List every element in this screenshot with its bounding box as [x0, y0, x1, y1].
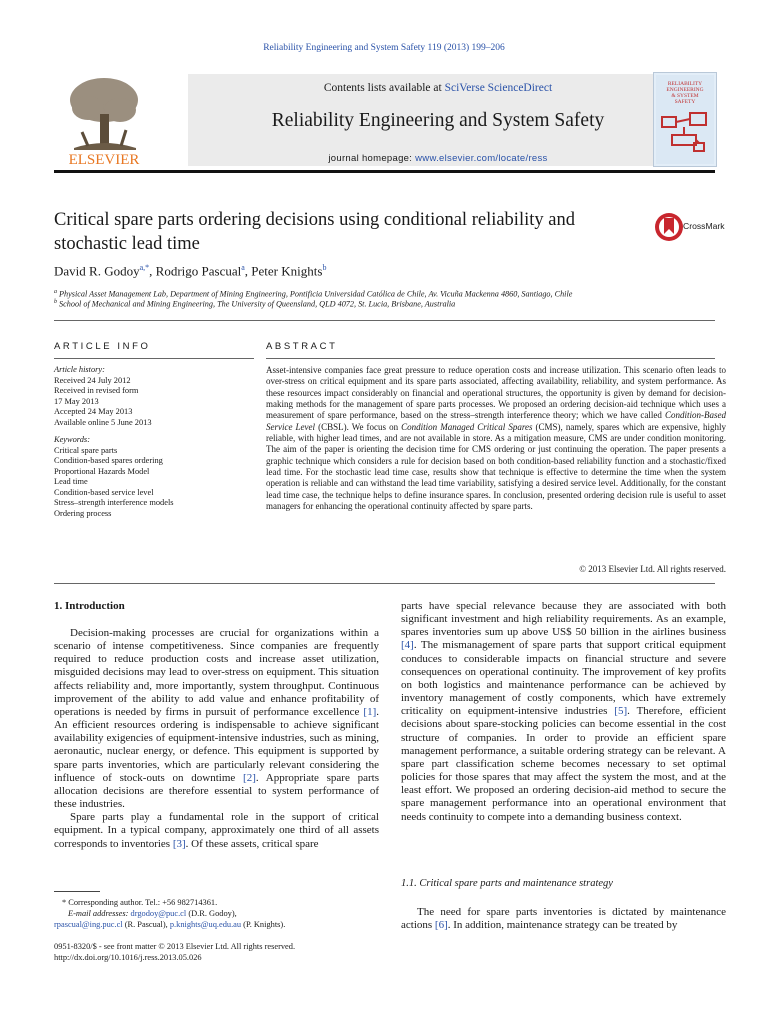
- text-run: (CBSL). We focus on: [315, 421, 402, 432]
- body-column-left: [54, 627, 379, 851]
- journal-header: [54, 70, 715, 170]
- text-run: Asset-intensive companies face great pressure to reduce operation costs and increase utilization. This scenario often leads to over-stress on critical equipment and its spare parts associated, affecting availability, reliability, and system performance. As these resources impact considerably on financial and operational structures, the opportunity is given by demand for decision-making methods for the management of spare parts processes. We proposed an ordering decision-aid technique which uses a measurement of spare performance, based on the stress–strength interference theory; which we have called: [266, 365, 726, 421]
- history-item: 17 May 2013: [54, 396, 99, 406]
- citation-ref[interactable]: [4]: [401, 639, 414, 652]
- crossmark-label: CrossMark: [683, 221, 725, 231]
- divider: [54, 583, 715, 584]
- footnotes: [54, 897, 384, 931]
- homepage-link[interactable]: www.elsevier.com/locate/ress: [415, 153, 548, 164]
- text-run: . Of these assets, critical spare: [185, 837, 319, 850]
- contents-prefix: Contents lists available at: [323, 82, 445, 94]
- abstract-text: [266, 365, 726, 512]
- corresponding-author-note: * Corresponding author. Tel.: +56 982714361.: [62, 898, 218, 907]
- svg-text:RELIABILITY: RELIABILITY: [667, 81, 703, 87]
- author-sup[interactable]: a: [241, 263, 245, 272]
- journal-title[interactable]: Reliability Engineering and System Safety: [271, 110, 605, 131]
- article-info-heading: ARTICLE INFO: [54, 341, 151, 352]
- author-sup[interactable]: b: [322, 263, 327, 272]
- text-run: Condition Managed Critical Spares: [401, 421, 533, 432]
- history-item: Available online 5 June 2013: [54, 417, 152, 427]
- affiliation-sup: a: [54, 289, 57, 295]
- footnote-rule: [54, 891, 100, 892]
- keyword-item: Critical spare parts: [54, 445, 118, 455]
- body-column-right: [401, 600, 726, 824]
- paragraph: [401, 600, 726, 824]
- section-heading: 1. Introduction: [54, 600, 125, 612]
- divider: [54, 358, 254, 359]
- email-label: E-mail addresses:: [68, 909, 131, 919]
- abstract-heading: ABSTRACT: [266, 341, 338, 352]
- issn-line: 0951-8320/$ - see front matter © 2013 Elsevier Ltd. All rights reserved.: [54, 942, 296, 951]
- contents-line: [188, 82, 688, 94]
- citation-ref[interactable]: [1]: [363, 705, 377, 718]
- journal-citation[interactable]: Reliability Engineering and System Safety 119 (2013) 199–206: [263, 43, 505, 53]
- text-run: . Appropriate spare parts allocation decisions are therefore essential to system performance of these industries.: [54, 771, 379, 811]
- article-title: Critical spare parts ordering decisions using conditional reliability and stochastic lead time: [54, 210, 575, 254]
- keyword-item: Condition-based spares ordering: [54, 456, 163, 465]
- header-rule: [54, 170, 715, 173]
- svg-text:SAFETY: SAFETY: [674, 99, 696, 105]
- text-run: Condition-Based Service Level: [266, 410, 726, 432]
- sciencedirect-link[interactable]: SciVerse ScienceDirect: [444, 82, 553, 94]
- publication-info: [54, 941, 384, 963]
- email-link[interactable]: drgodoy@puc.cl: [130, 909, 187, 919]
- email-link[interactable]: p.knights@uq.edu.au: [169, 920, 242, 930]
- text-run: . The mismanagement of spare parts that support critical equipment conduces to considerable impacts on financial structure and severe consequences on operational continuity. The improvement of key profits on both logistics and maintenance performance can be achieved by inventory management of costly components, which have extremely criticality on equipment-intensive industries: [401, 639, 726, 718]
- email-owner: (D.R. Godoy),: [186, 909, 237, 919]
- journal-info-panel: [188, 74, 688, 166]
- keywords-label: Keywords:: [54, 435, 90, 444]
- paragraph: [266, 365, 726, 512]
- article-info: [54, 365, 254, 519]
- text-run: (CMS), namely, spares which are expensive, highly reliable, with higher lead times, and are not available in store. As a mitigation measure, CMS are under condition monitoring. The aim of the paper is orienting the decision time for CMS ordering or just continuing the operation. The paper presents a graphic technique which considers a rule for decision based on both condition-based reliability function and a stochastic/fixed lead time. For the stochastic lead time case, results show that technique is effective to determine the time when the system operation is reliable and can withstand the lead time variability, satisfying a desired service level. Additionally, for the constant lead time case, the technique helps to define insurance spares. In conclusion, presented ordering decision rule is useful to asset managers for enhancing the operational continuity affected by spare parts.: [266, 421, 726, 512]
- doi-link[interactable]: http://dx.doi.org/10.1016/j.ress.2013.05.026: [54, 953, 202, 963]
- text-run: . In addition, maintenance strategy can be treated by: [447, 919, 678, 932]
- crossmark-icon: [654, 212, 684, 242]
- citation-ref[interactable]: [2]: [243, 771, 256, 784]
- affiliation-text: Physical Asset Management Lab, Department of Mining Engineering, Pontificia Universidad Católica de Chile, Av. Vicuña Mackenna 4860, Santiago, Chile: [59, 289, 573, 299]
- publisher-name: ELSEVIER: [68, 152, 140, 168]
- crossmark-badge[interactable]: [654, 212, 754, 242]
- citation-ref[interactable]: [3]: [172, 837, 186, 850]
- elsevier-logo[interactable]: [54, 70, 154, 170]
- author-sup[interactable]: a,*: [139, 263, 150, 272]
- svg-text:ENGINEERING: ENGINEERING: [666, 87, 704, 93]
- text-run: The need for spare parts inventories is dictated by maintenance actions: [401, 906, 726, 932]
- affiliation: [54, 289, 572, 299]
- copyright-notice: © 2013 Elsevier Ltd. All rights reserved.: [579, 564, 726, 574]
- history-label: Article history:: [54, 365, 105, 374]
- keyword-item: Stress–strength interference models: [54, 498, 174, 507]
- homepage-label: journal homepage:: [328, 153, 416, 164]
- homepage-line: [188, 153, 688, 164]
- email-owner: (R. Pascual),: [122, 920, 170, 930]
- author-name[interactable]: David R. Godoy: [54, 263, 140, 279]
- keyword-item: Condition-based service level: [54, 487, 154, 497]
- author-list: David R. Godoy$^{a,*}$, Rodrigo Pascual$^a$, Peter Knights$^b$: [54, 263, 327, 279]
- affiliation-sup: b: [54, 299, 57, 305]
- history-item: Received 24 July 2012: [54, 375, 131, 385]
- email-owner: (P. Knights).: [241, 920, 286, 930]
- author-name[interactable]: Peter Knights: [251, 263, 323, 279]
- keyword-list: [54, 446, 254, 520]
- journal-cover-thumbnail[interactable]: [653, 72, 717, 167]
- text-run: . An efficient resources ordering is indispensable to achieve significant availability exigencies of equipment-intensive industries, such as mining, aeronautic, nuclear energy, or defence. This equipment is supported by spare parts inventories, which are particularly relevant considering the influence of stock-outs on downtime: [54, 705, 379, 784]
- paragraph: [54, 627, 379, 811]
- text-run: parts have special relevance because they are associated with both significant investment and high reliability requirements. As an example, spares inventories sum up above US$ 50 billion in the airlines business: [401, 600, 726, 639]
- text-run: Decision-making processes are crucial for organizations within a scenario of intense competitiveness. Since companies are frequently required to reduce production costs and increase asset utilization, misguided decisions may lead to over-stress on equipment. This situation affects reliability and, more importantly, system throughput. Continuous improvement of the ability to add value and enhance profitability of operations is needed by firms in pursuit of performance excellence: [54, 627, 379, 718]
- subsection-heading: 1.1. Critical spare parts and maintenance strategy: [401, 878, 613, 889]
- cover-image-icon: [654, 73, 716, 166]
- citation-ref[interactable]: [5]: [614, 705, 628, 718]
- paragraph: [54, 811, 379, 850]
- citation-ref[interactable]: [6]: [434, 919, 448, 932]
- svg-text:& SYSTEM: & SYSTEM: [671, 93, 699, 99]
- history-item: Accepted 24 May 2013: [54, 407, 133, 416]
- history-item: Received in revised form: [54, 386, 139, 395]
- paragraph: [401, 906, 726, 932]
- divider: [266, 358, 715, 359]
- elsevier-tree-icon: [54, 70, 154, 170]
- email-link[interactable]: rpascual@ing.puc.cl: [54, 920, 123, 930]
- affiliation: [54, 299, 455, 309]
- divider: [54, 320, 715, 321]
- affiliation-text: School of Mechanical and Mining Engineering, The University of Queensland, QLD 4072, St. Lucia, Brisbane, Australia: [59, 299, 456, 309]
- text-run: Spare parts play a fundamental role in the support of critical equipment. In a typical company, approximately one third of all assets corresponds to inventories: [54, 811, 379, 850]
- body-column-right-continued: [401, 906, 726, 932]
- keyword-item: Lead time: [54, 477, 88, 486]
- keyword-item: Ordering process: [54, 508, 112, 518]
- author-name[interactable]: Rodrigo Pascual: [155, 263, 242, 279]
- history-list: [54, 376, 254, 429]
- text-run: . Therefore, efficient decisions about spare-stocking policies can become essential in the cost structure of companies. In order to provide an efficient spare management performance, a suitable ordering strategy can be relevant. A spare part classification scheme becomes necessary to set optimal policies for those spares that may affect the system the most, and at the least effort. We proposed an ordering decision-aid method to secure the spare management performance into an operational environment that needs continuity to compete into a demanding business context.: [401, 705, 727, 823]
- keyword-item: Proportional Hazards Model: [54, 466, 150, 476]
